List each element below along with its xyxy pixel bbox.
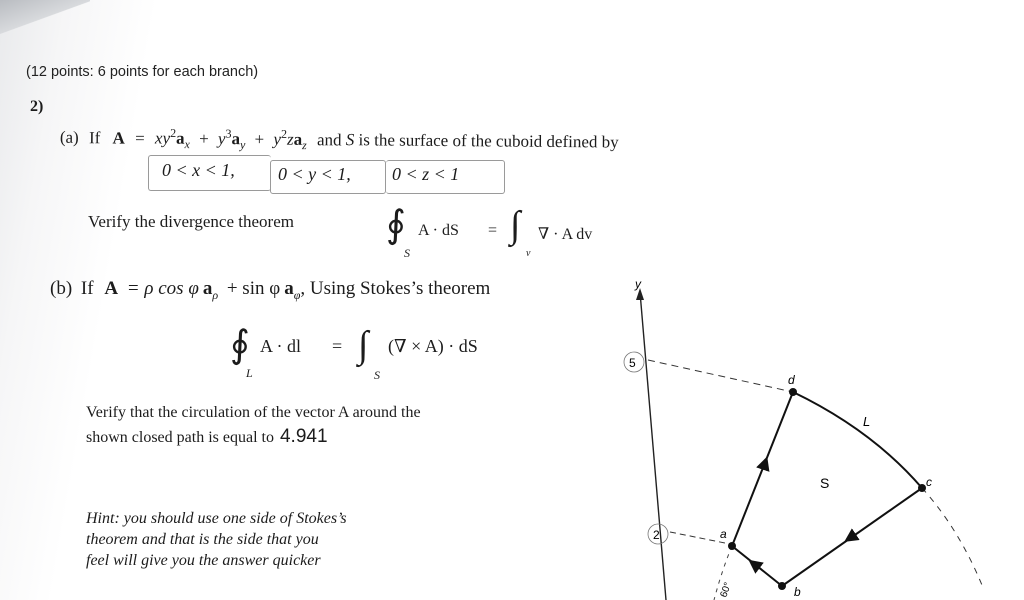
term2-unit-sub: y [239, 137, 246, 152]
part-b-label: (b) [50, 278, 73, 299]
verify-circulation-line2 [86, 426, 328, 448]
path-label-L: L [863, 414, 871, 429]
surface-integral-sign-b: ∫ [358, 324, 369, 366]
volume-integral-subscript: v [526, 248, 531, 259]
part-b-plus-sin: + sin φ [226, 278, 281, 299]
term2-base: y [217, 129, 226, 149]
vector-a-symbol: A [112, 128, 125, 148]
range-y: 0 < y < 1, [278, 164, 351, 184]
stokes-text: , Using Stokes’s theorem [300, 278, 491, 299]
term1-exp: 2 [170, 125, 177, 141]
part-b-equation: = ρ cos φ [126, 278, 199, 299]
surface-label-S: S [820, 475, 830, 491]
arc-d-to-c [793, 392, 922, 488]
and-word: and [316, 129, 342, 150]
part-a-statement [60, 125, 619, 156]
term3-unit: a [293, 129, 303, 149]
radius-5-dashed [648, 360, 793, 392]
equals-sign: = [135, 128, 145, 148]
point-a-label: a [720, 527, 727, 541]
divergence-rhs: ∇ · A dv [538, 226, 593, 243]
part-b-statement [50, 278, 490, 303]
term3-exp: 2 [280, 126, 288, 141]
term1-unit: a [175, 128, 185, 148]
closed-surface-integral-sign: ∮ [386, 204, 406, 246]
page-corner [0, 0, 90, 42]
hint-line1: Hint: you should use one side of Stokes’s [86, 510, 347, 527]
stokes-lhs: A · dl [260, 336, 302, 356]
point-c [918, 484, 926, 492]
term3-z: z [286, 129, 294, 149]
arrow-on-ad [763, 463, 765, 469]
hint-line3: feel will give you the answer quicker [86, 552, 321, 569]
circulation-value: 4.941 [279, 426, 328, 447]
term2-unit: a [231, 129, 241, 149]
question-number: 2) [30, 98, 44, 115]
range-x: 0 < x < 1, [162, 160, 235, 180]
part-a-if: If [88, 127, 101, 148]
unit-rho: a [202, 278, 213, 299]
surface-integral-subscript-b: S [374, 368, 380, 382]
surface-description: is the surface of the cuboid defined by [358, 130, 619, 152]
tick-2-label: 2 [653, 528, 660, 542]
term2-exp: 3 [225, 126, 232, 141]
verify-circulation-line1: Verify that the circulation of the vector A around the [86, 404, 421, 421]
vector-a-symbol-b: A [104, 278, 119, 299]
point-b-label: b [794, 585, 801, 599]
unit-phi-sub: φ [293, 287, 301, 302]
surface-integral-subscript: S [404, 246, 410, 260]
term3-base: y [273, 129, 282, 149]
unit-rho-sub: ρ [212, 287, 219, 302]
arrow-on-ba [754, 564, 758, 567]
stokes-rhs: (∇ × A) · dS [388, 336, 478, 356]
angle-label: 60° [718, 581, 734, 600]
divergence-equals: = [488, 222, 498, 239]
surface-s-symbol: S [345, 130, 355, 150]
verify-divergence-text: Verify the divergence theorem [88, 212, 294, 231]
y-axis [640, 292, 666, 600]
points-header: (12 points: 6 points for each branch) [26, 64, 259, 80]
tick-5-label: 5 [629, 356, 636, 370]
divergence-lhs: A · dS [418, 222, 459, 239]
volume-integral-sign: ∫ [510, 204, 521, 246]
point-c-label: c [926, 475, 932, 489]
point-d [789, 388, 797, 396]
part-a-label: (a) [59, 127, 79, 147]
outer-arc-dashed [922, 488, 984, 590]
plus-sign-1: + [199, 128, 209, 148]
verify-circulation-text: shown closed path is equal to [86, 429, 274, 446]
point-d-label: d [788, 373, 795, 387]
line-integral-subscript: L [246, 366, 253, 380]
y-axis-label: y [635, 277, 641, 291]
term3-unit-sub: z [302, 138, 307, 153]
term1-base: xy [154, 128, 171, 148]
hint-line2: theorem and that is the side that you [86, 531, 319, 548]
term1-unit-sub: x [184, 137, 190, 152]
segment-a-to-d [732, 392, 793, 546]
closed-line-integral-sign: ∮ [230, 324, 250, 366]
plus-sign-2: + [254, 129, 265, 149]
part-b-if: If [80, 278, 94, 299]
point-b [778, 582, 786, 590]
unit-phi: a [284, 278, 294, 299]
range-z: 0 < z < 1 [392, 164, 460, 184]
path-diagram [600, 270, 1024, 600]
stokes-equals: = [332, 336, 343, 356]
point-a [728, 542, 736, 550]
